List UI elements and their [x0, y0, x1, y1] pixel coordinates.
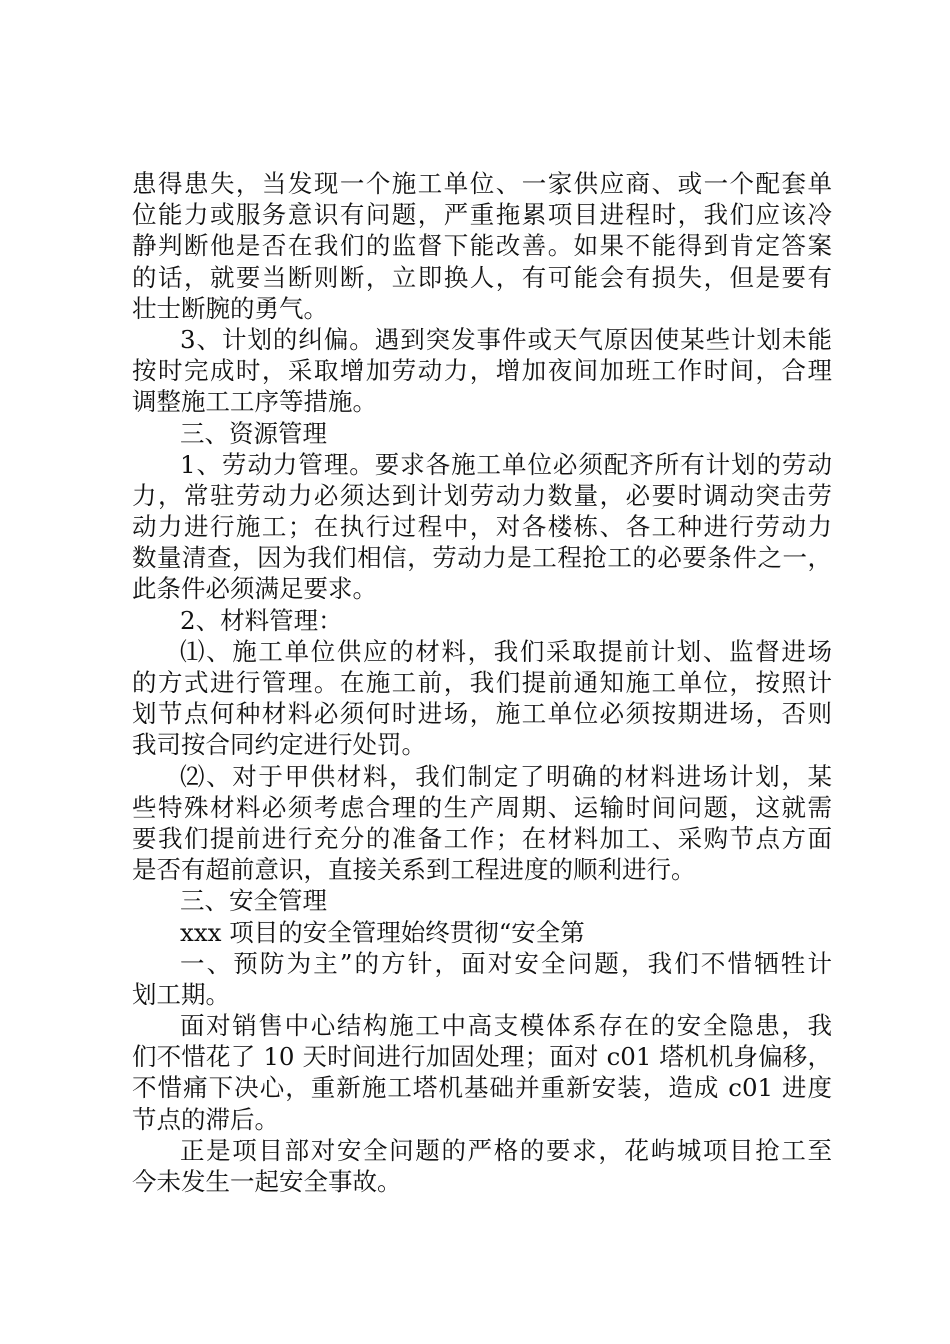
text-line: 的方式进行管理。在施工前，我们提前通知施工单位，按照计	[132, 668, 832, 697]
text-line: 面对销售中心结构施工中高支模体系存在的安全隐患，我	[180, 1011, 832, 1041]
text-line: 数量清查，因为我们相信，劳动力是工程抢工的必要条件之一，	[132, 543, 832, 573]
text-line: 我司按合同约定进行处罚。	[132, 730, 426, 760]
text-line: 要我们提前进行充分的准备工作；在材料加工、采购节点方面	[132, 823, 832, 853]
text-line: 动力进行施工；在执行过程中，对各楼栋、各工种进行劳动力	[132, 512, 832, 542]
text-line: 节点的滞后。	[132, 1104, 279, 1134]
text-line: 壮士断腕的勇气。	[132, 293, 328, 323]
text-line: 三、资源管理	[180, 418, 327, 448]
text-line: 患得患失，当发现一个施工单位、一家供应商、或一个配套单	[132, 169, 832, 198]
text-line: 按时完成时，采取增加劳动力，增加夜间加班工作时间，合理	[132, 356, 832, 386]
text-line: 们不惜花了 10 天时间进行加固处理；面对 c01 塔机机身偏移，	[132, 1042, 832, 1072]
document-body	[132, 168, 832, 1197]
text-line: 划工期。	[132, 979, 230, 1009]
text-line: 此条件必须满足要求。	[132, 574, 377, 604]
text-line: 一、预防为主”的方针，面对安全问题，我们不惜牺牲计	[180, 948, 832, 978]
text-line: 不惜痛下决心，重新施工塔机基础并重新安装，造成 c01 进度	[132, 1073, 832, 1103]
text-line: 力，常驻劳动力必须达到计划劳动力数量，必要时调动突击劳	[132, 480, 832, 510]
text-line: 正是项目部对安全问题的严格的要求，花屿城项目抢工至	[180, 1135, 832, 1165]
text-line: 3、计划的纠偏。遇到突发事件或天气原因使某些计划未能	[180, 324, 832, 354]
text-line: 的话，就要当断则断，立即换人，有可能会有损失，但是要有	[132, 262, 832, 292]
text-line: 些特殊材料必须考虑合理的生产周期、运输时间问题，这就需	[132, 792, 832, 822]
text-line: ⑵、对于甲供材料，我们制定了明确的材料进场计划，某	[180, 761, 832, 791]
text-line: 是否有超前意识，直接关系到工程进度的顺利进行。	[132, 855, 696, 885]
text-line: 1、劳动力管理。要求各施工单位必须配齐所有计划的劳动	[180, 449, 832, 479]
text-line: ⑴、施工单位供应的材料，我们采取提前计划、监督进场	[180, 636, 832, 666]
text-line: 三、安全管理	[180, 886, 327, 916]
text-line: 2、材料管理：	[180, 605, 343, 635]
text-line: 调整施工工序等措施。	[132, 387, 377, 417]
text-line: 划节点何种材料必须何时进场，施工单位必须按期进场，否则	[132, 699, 832, 729]
text-line: 今未发生一起安全事故。	[132, 1167, 402, 1196]
text-line: xxx 项目的安全管理始终贯彻“安全第	[180, 917, 585, 947]
text-line: 静判断他是否在我们的监督下能改善。如果不能得到肯定答案	[132, 231, 832, 261]
text-line: 位能力或服务意识有问题，严重拖累项目进程时，我们应该冷	[132, 200, 832, 230]
